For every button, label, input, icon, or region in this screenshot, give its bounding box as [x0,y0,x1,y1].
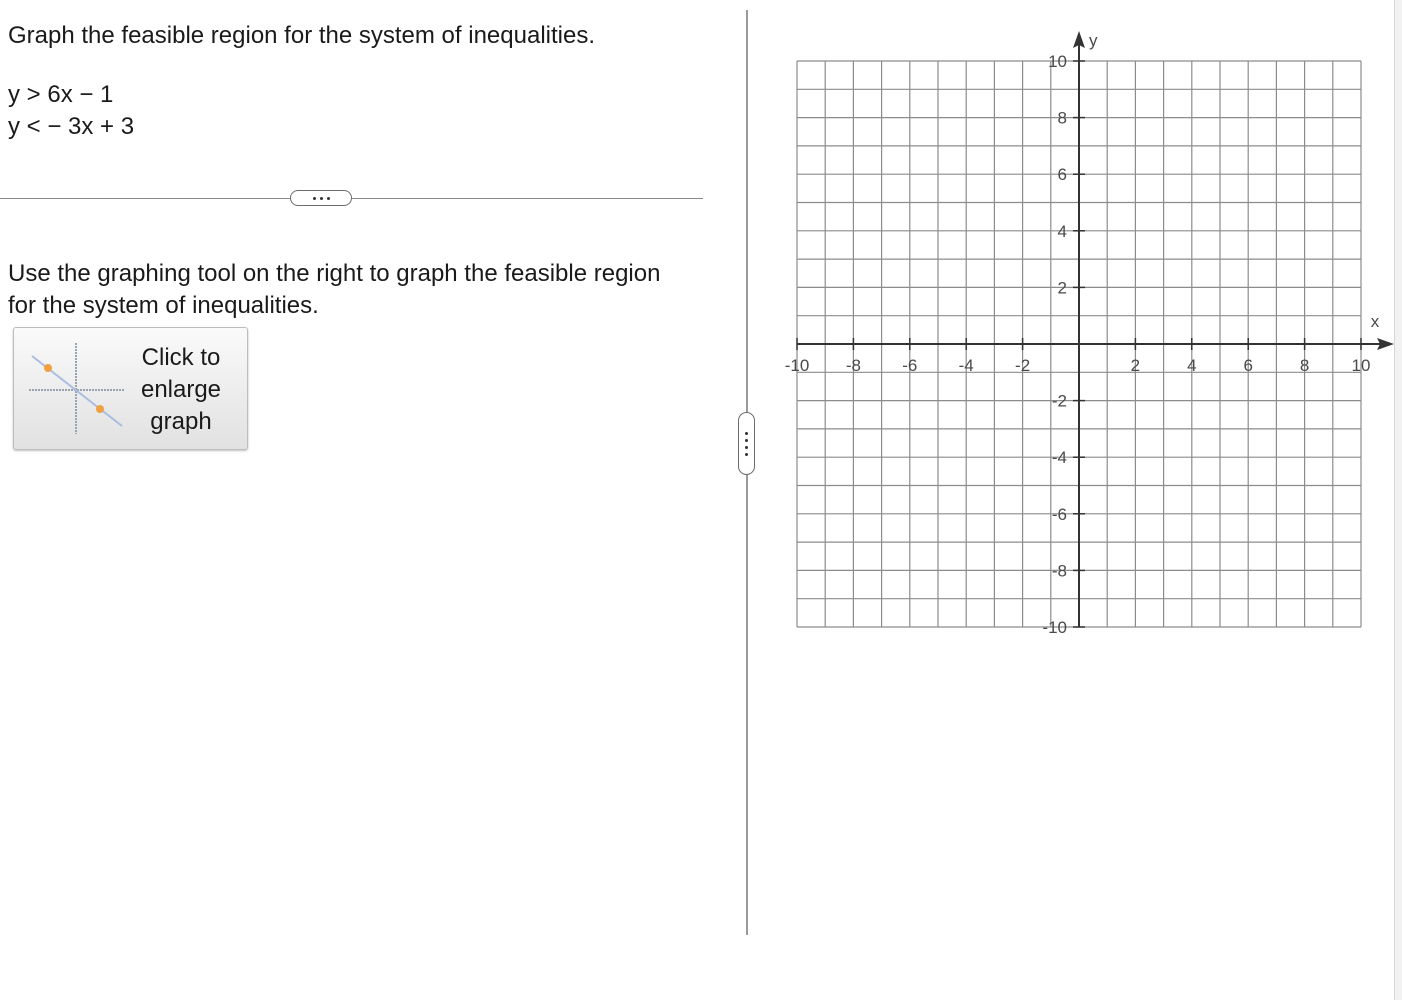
x-tick-label: 6 [1243,356,1253,375]
enlarge-graph-label: Click to enlarge graph [140,344,222,435]
y-tick-label: -2 [1051,391,1067,411]
y-axis-label: y [1089,31,1098,50]
y-tick-label: -4 [1051,448,1067,468]
problem-title: Graph the feasible region for the system of inequalities. [8,22,595,49]
x-tick-label: 10 [1351,356,1371,375]
y-tick-label: -8 [1051,561,1067,581]
y-tick-label: -10 [1042,618,1067,637]
x-tick-label: -10 [784,356,810,375]
x-tick-label: 2 [1130,356,1141,375]
y-tick-label: 2 [1057,278,1067,298]
x-tick-label: 8 [1299,356,1310,375]
x-tick-label: -8 [845,356,861,375]
y-tick-label: 6 [1057,165,1067,185]
inequality-1: y > 6x − 1 [8,81,114,108]
inequality-2: y < − 3x + 3 [8,113,135,140]
x-tick-label: -2 [1015,356,1031,375]
scrollbar-track[interactable] [1394,0,1402,1000]
x-tick-label: -4 [958,356,974,375]
instruction-text: Use the graphing tool on the right to graph the feasible region for the system of inequalities. [8,260,661,319]
x-tick-label: -6 [902,356,918,375]
x-tick-label: 4 [1187,356,1197,375]
y-tick-label: 8 [1057,108,1067,128]
x-axis-label: x [1370,312,1380,331]
y-tick-label: -6 [1051,504,1067,524]
y-tick-label: 4 [1057,221,1067,241]
y-tick-label: 10 [1048,52,1067,71]
